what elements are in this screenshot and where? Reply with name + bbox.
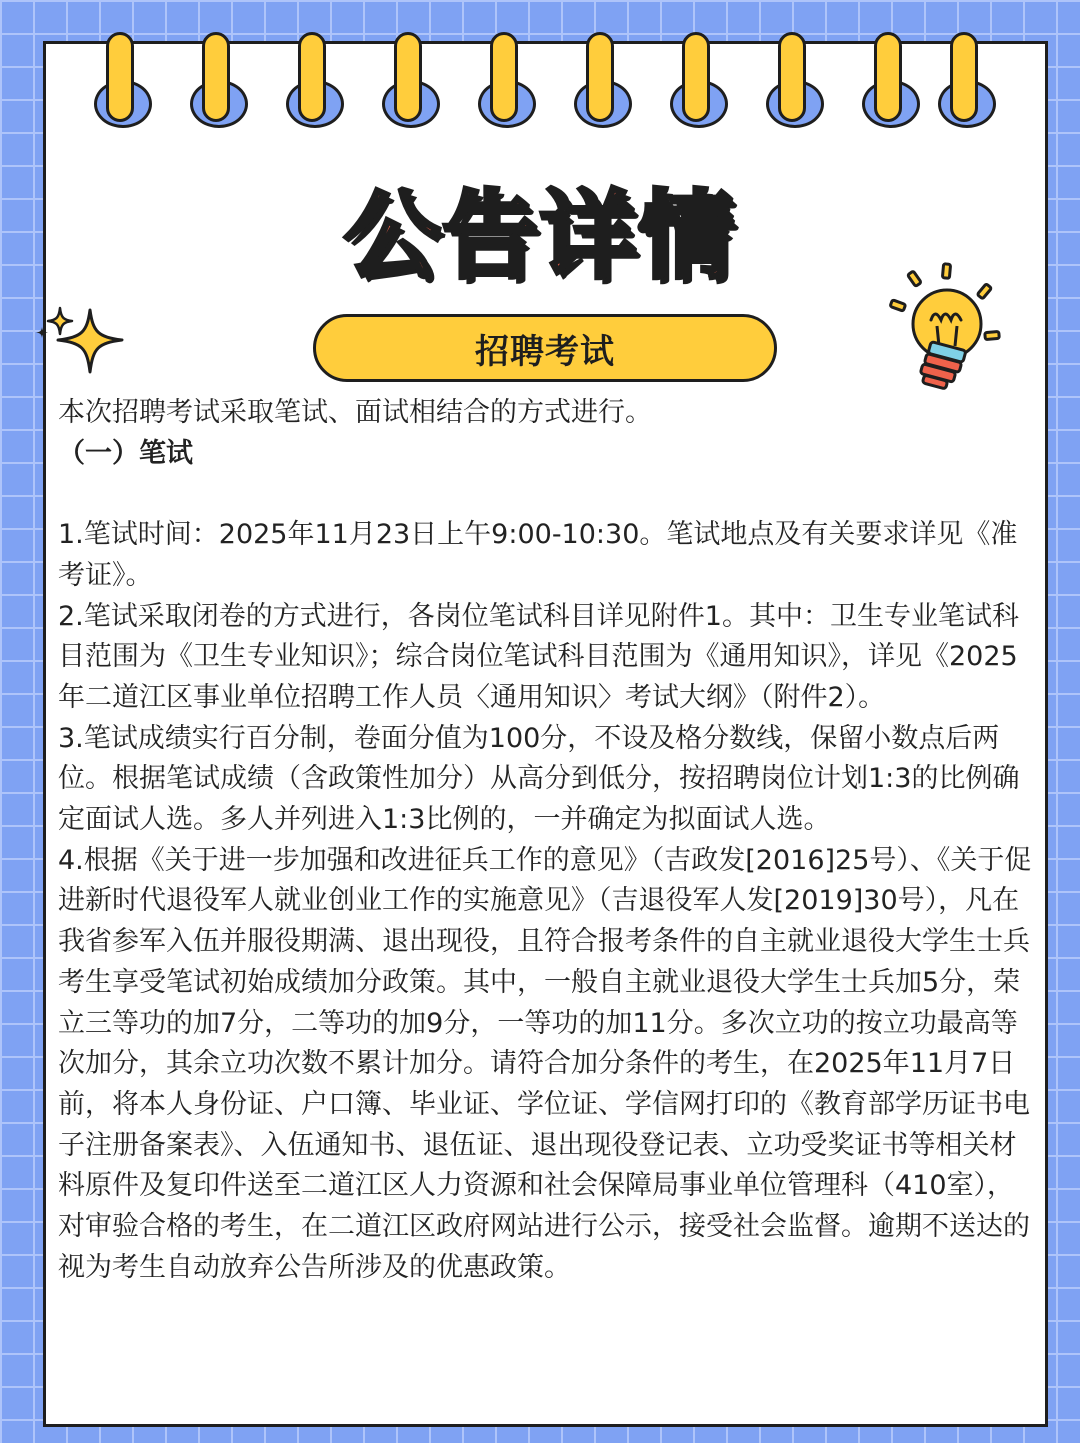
- binder-ring-icon: [938, 32, 994, 124]
- binder-ring-icon: [670, 32, 726, 124]
- binder-ring-icon: [478, 32, 534, 124]
- sparkle-star-icon: [30, 300, 130, 380]
- intro-paragraph: 本次招聘考试采取笔试、面试相结合的方式进行。: [58, 397, 652, 428]
- section-subheading: （一）笔试: [58, 437, 193, 469]
- page-title: 公告详情: [344, 180, 736, 292]
- list-item: 2.笔试采取闭卷的方式进行，各岗位笔试科目详见附件1。其中：卫生专业笔试科目范围为《卫生专业知识》；综合岗位笔试科目范围为《通用知识》，详见《2025年二道江区事业单位招聘工作人员〈通用知识〉考试大纲》（附件2）。: [58, 600, 1019, 713]
- list-item: 4.根据《关于进一步加强和改进征兵工作的意见》（吉政发[2016]25号）、《关于促进新时代退役军人就业创业工作的实施意见》（吉退役军人发[2019]30号），凡在我省参军入伍并服役期满、退出现役，且符合报考条件的自主就业退役大学生士兵考生享受笔试初始成绩加分政策。其中，一般自主就业退役大学生士兵加5分，荣立三等功的加7分，二等功的加9分，一等功的加11分。多次立功的按立功最高等次加分，其余立功次数不累计加分。请符合加分条件的考生，在2025年11月7日前，将本人身份证、户口簿、毕业证、学位证、学信网打印的《教育部学历证书电子注册备案表》、入伍通知书、退伍证、退出现役登记表、立功受奖证书等相关材料原件及复印件送至二道江区人力资源和社会保障局事业单位管理科（410室），对审验合格的考生，在二道江区政府网站进行公示，接受社会监督。逾期不送达的视为考生自动放弃公告所涉及的优惠政策。: [58, 844, 1032, 1283]
- binder-ring-icon: [382, 32, 438, 124]
- section-label-badge: 招聘考试: [313, 314, 777, 382]
- binder-ring-icon: [862, 32, 918, 124]
- binder-ring-icon: [766, 32, 822, 124]
- notice-body: [58, 393, 1038, 1288]
- binder-ring-icon: [574, 32, 630, 124]
- binder-ring-icon: [94, 32, 150, 124]
- lightbulb-icon: [885, 262, 1005, 392]
- binder-ring-icon: [286, 32, 342, 124]
- list-item: 1.笔试时间：2025年11月23日上午9:00-10:30。笔试地点及有关要求详见《准考证》。: [58, 519, 1018, 591]
- binder-ring-icon: [190, 32, 246, 124]
- list-item: 3.笔试成绩实行百分制，卷面分值为100分，不设及格分数线，保留小数点后两位。根据笔试成绩（含政策性加分）从高分到低分，按招聘岗位计划1:3的比例确定面试人选。多人并列进入1:3比例的，一并确定为拟面试人选。: [58, 722, 1020, 836]
